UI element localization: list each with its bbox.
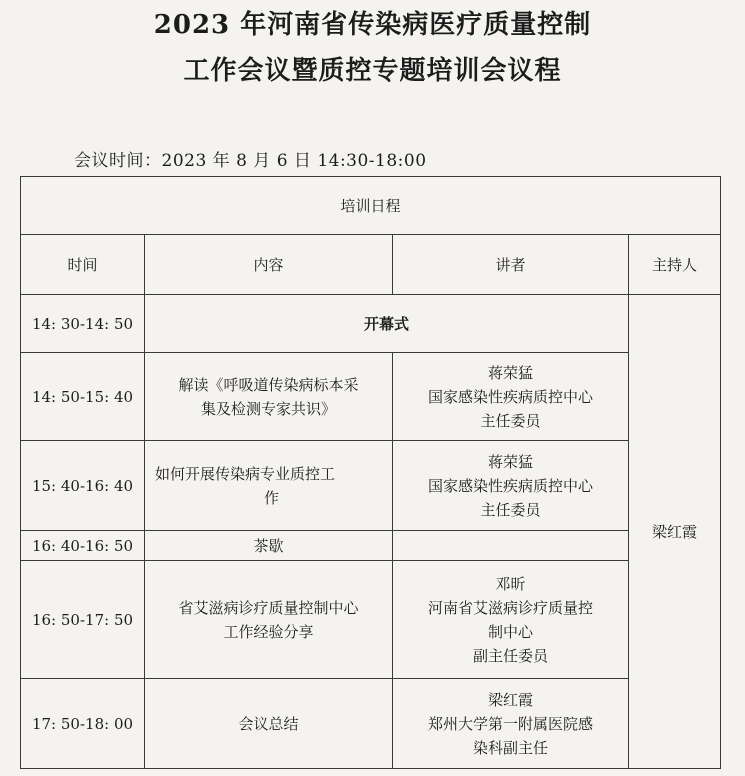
- table-row: [21, 561, 721, 679]
- speaker-line: 主任委员: [480, 411, 541, 430]
- row-speaker: [393, 441, 629, 531]
- content-line: 工作经验分享: [223, 622, 314, 641]
- table-row: [21, 295, 721, 353]
- table-row: [21, 441, 721, 531]
- row-time: 16: 40-16: 50: [21, 531, 145, 561]
- row-speaker-empty: [393, 531, 629, 561]
- table-row: [21, 353, 721, 441]
- speaker-line: 染科副主任: [472, 738, 548, 757]
- header-content: 内容: [145, 235, 393, 295]
- speaker-line: 梁红霞: [487, 690, 533, 709]
- speaker-line: 国家感染性疾病质控中心: [427, 387, 593, 406]
- row-content: [145, 561, 393, 679]
- speaker-line: 主任委员: [480, 500, 541, 519]
- section-header: 培训日程: [21, 177, 721, 235]
- content-line: 集及检测专家共识》: [200, 399, 336, 418]
- speaker-line: 副主任委员: [472, 646, 548, 665]
- row-speaker: [393, 353, 629, 441]
- header-host: 主持人: [629, 235, 721, 295]
- speaker-line: 郑州大学第一附属医院感: [427, 714, 593, 733]
- row-content: 会议总结: [145, 679, 393, 769]
- row-time: 17: 50-18: 00: [21, 679, 145, 769]
- section-header-row: [21, 177, 721, 235]
- content-line: 如何开展传染病专业质控工: [155, 464, 336, 483]
- row-content: [145, 441, 393, 531]
- meeting-time: 会议时间：2023 年 8 月 6 日 14:30-18:00: [74, 151, 427, 171]
- row-speaker: [393, 679, 629, 769]
- speaker-line: 邓昕: [495, 574, 526, 593]
- speaker-line: 制中心: [487, 622, 533, 641]
- header-speaker: 讲者: [393, 235, 629, 295]
- speaker-line: 河南省艾滋病诊疗质量控: [427, 598, 593, 617]
- column-header-row: [21, 235, 721, 295]
- title-line-2: 工作会议暨质控专题培训会议程: [183, 56, 562, 86]
- schedule-table: [20, 176, 721, 769]
- row-time: 14: 30-14: 50: [21, 295, 145, 353]
- content-line: 省艾滋病诊疗质量控制中心: [178, 598, 359, 617]
- content-line: 解读《呼吸道传染病标本采: [178, 375, 359, 394]
- content-line: 作: [263, 488, 279, 507]
- speaker-line: 蒋荣猛: [487, 452, 533, 471]
- row-content-opening: 开幕式: [145, 295, 629, 353]
- row-time: 16: 50-17: 50: [21, 561, 145, 679]
- row-content: [145, 353, 393, 441]
- table-row: [21, 531, 721, 561]
- host-cell: 梁红霞: [629, 295, 721, 769]
- row-content: 茶歇: [145, 531, 393, 561]
- table-row: [21, 679, 721, 769]
- header-time: 时间: [21, 235, 145, 295]
- row-speaker: [393, 561, 629, 679]
- title-line-1: 2023 年河南省传染病医疗质量控制: [153, 10, 592, 40]
- row-time: 15: 40-16: 40: [21, 441, 145, 531]
- row-time: 14: 50-15: 40: [21, 353, 145, 441]
- speaker-line: 蒋荣猛: [487, 363, 533, 382]
- speaker-line: 国家感染性疾病质控中心: [427, 476, 593, 495]
